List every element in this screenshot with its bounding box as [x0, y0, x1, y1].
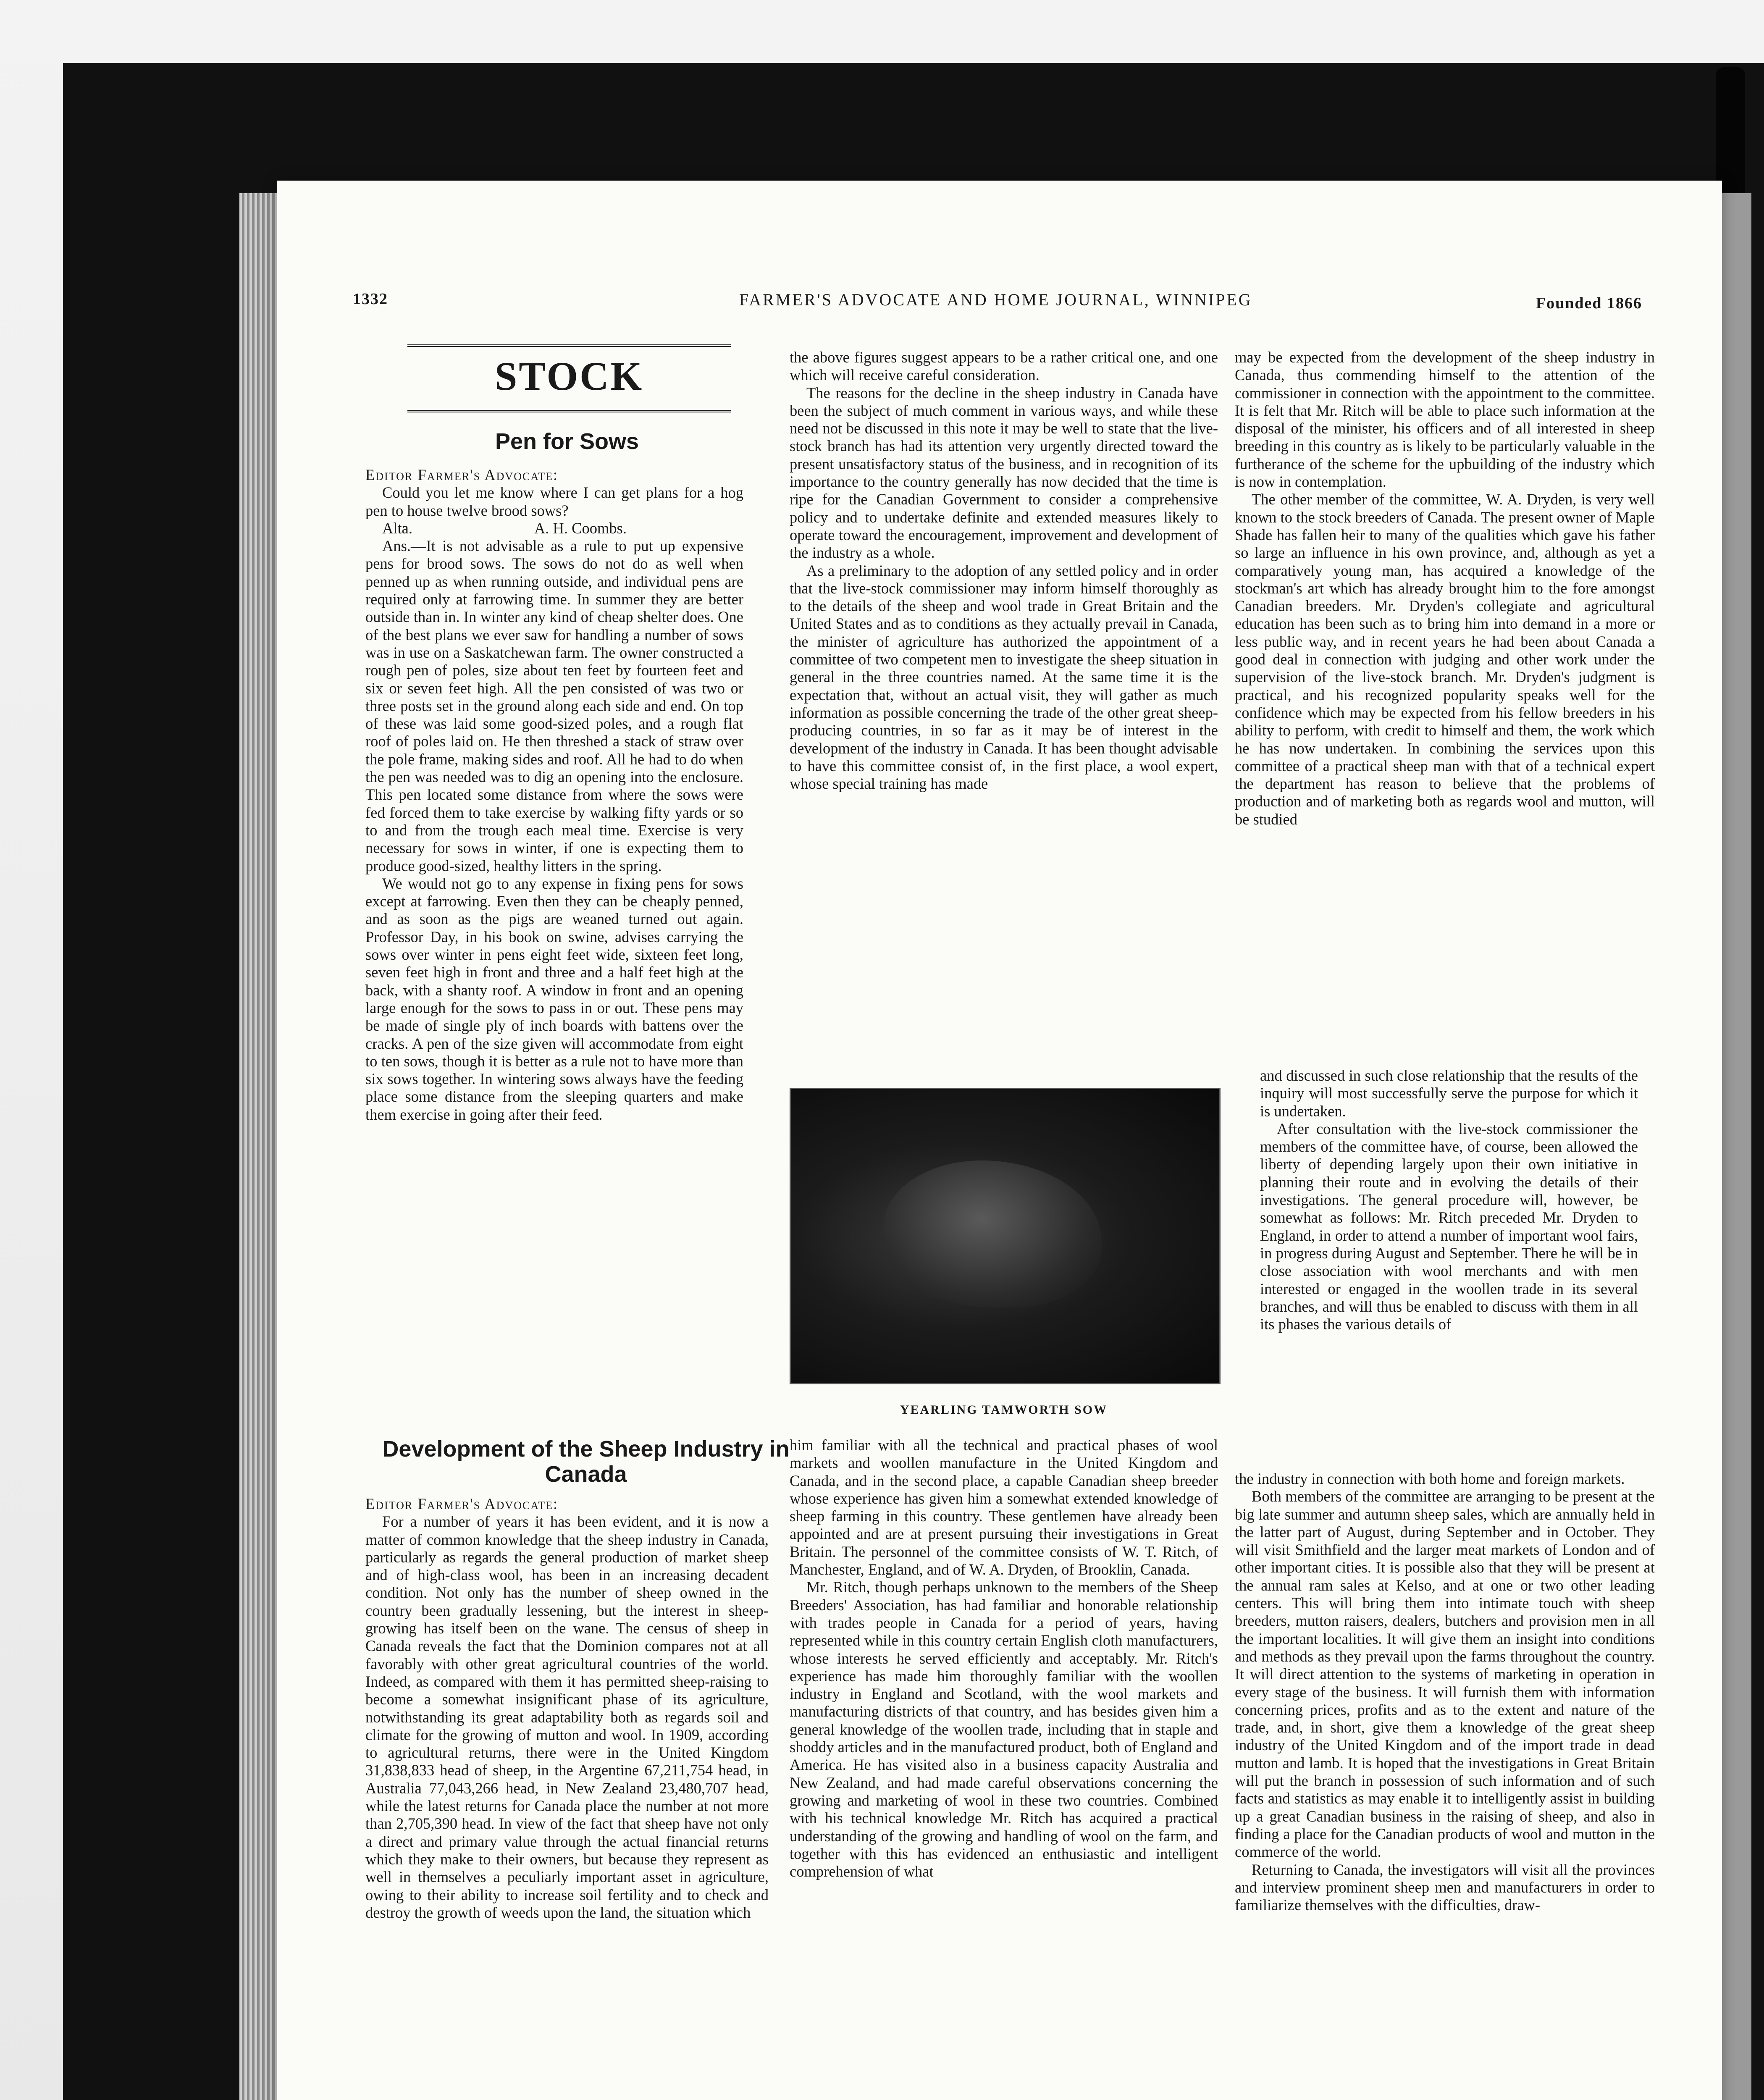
article1-question: Could you let me know where I can get plans for a hog pen to house twelve brood sows? — [365, 484, 743, 519]
article2-paragraph: may be expected from the development of the sheep industry in Canada, thus commending himself to the attention of the commissioner in connection with the appointment to the committee. It is felt that Mr. Ritch will be able to place such information at the disposal of the minister, his officers and of all interested in sheep breeding in this country as is likely to be particularly valuable in the furtherance of the scheme for the upbuilding of the industry which is now in contemplation. — [1235, 349, 1655, 491]
article2-paragraph: Mr. Ritch, though perhaps unknown to the members of the Sheep Breeders' Association, has had familiar and honorable relationship with trades people in Canada for a period of years, having represented while in this country certain English cloth manufacturers, whose interests he served efficiently and acceptably. Mr. Ritch's experience has made him thoroughly familiar with the woollen industry in England and Scotland, with the wool markets and manufacturing districts of that country, and has besides given him a general knowledge of the woollen trade, including that in staple and shoddy articles and in the manufactured product, both of England and America. He has visited also in a business capacity Australia and New Zealand, and had made careful observations concerning the growing and marketing of wool in these two countries. Combined with his technical knowledge Mr. Ritch has acquired a practical understanding of the growing and handling of wool on the farm, and together with this has evidenced an enthusiastic and intelligent comprehension of what — [790, 1578, 1218, 1880]
sow-figure — [883, 1160, 1102, 1307]
article1-paragraph: Ans.—It is not advisable as a rule to put up expensive pens for brood sows. The sows do not do as well when penned up as when running outside, and individual pens are required only at farrowing time. In summer they are better outside than in. In winter any kind of cheap shelter does. One of the best plans we ever saw for handling a number of sows was in use on a Saskatchewan farm. The owner constructed a rough pen of poles, size about ten feet by fourteen feet and six or seven feet high. All the pen consisted of was two or three posts set in the ground along each side and end. On top of these was laid some good-sized poles, and a rough flat roof of poles laid on. He then threshed a stack of straw over the pole frame, making sides and roof. All he had to do when the pen was needed was to dig an opening into the enclosure. This pen located some distance from where the sows were fed forced them to take exercise by walking fifty yards or so to and from the trough each meal time. Exercise is very necessary for sows in winter, if one is expecting them to produce good-sized, healthy litters in the spring. — [365, 537, 743, 874]
article2-paragraph: As a preliminary to the adoption of any settled policy and in order that the live-stock commissioner may inform himself thoroughly as to the details of the sheep and wool trade in Great Britain and the United States and as to conditions as they actually prevail in Canada, the minister of agriculture has authorized the appointment of a committee of two competent men to investigate the sheep situation in general in the three countries named. At the same time it is the expectation that, without an actual visit, they will gather as much information as possible concerning the trade of the other great sheep-producing countries, in so far as it may be of interest in the development of the industry in Canada. It has been thought advisable to have this committee consist of, in the first place, a wool expert, whose special training has made — [790, 562, 1218, 793]
article1-title: Pen for Sows — [495, 429, 639, 454]
article2-paragraph: and discussed in such close relationship that the results of the inquiry will most successfully serve the purpose for which it is undertaken. — [1260, 1067, 1638, 1120]
article2-paragraph: For a number of years it has been evident, and it is now a matter of common knowledge that the sheep industry in Canada, particularly as regards the general production of market sheep and of high-class wool, has been in an increasing decadent condition. Not only has the number of sheep owned in the country been gradually lessening, but the interest in sheep-growing has itself been on the wane. The census of sheep in Canada reveals the fact that the Dominion compares not at all favorably with other great agricultural countries of the world. Indeed, as compared with them it has permitted sheep-raising to become a somewhat insignificant phase of its agriculture, notwithstanding its great adaptability both as regards soil and climate for the growing of mutton and wool. In 1909, according to agricultural returns, there were in the United Kingdom 31,838,833 head of sheep, in the Argentine 67,211,754 head, in Australia 77,043,266 head, in New Zealand 23,480,707 head, while the latest returns for Canada place the number at not more than 2,705,390 head. In view of the fact that sheep have not only a direct and primary value through the actual financial returns which they make to their owners, but because they represent as well in themselves a peculiarly important asset in agriculture, owing to their ability to increase soil fertility and to check and destroy the growth of weeds upon the land, the situation which — [365, 1513, 769, 1921]
article2-paragraph: Returning to Canada, the investigators will visit all the provinces and interview prominent sheep men and manufacturers in order to familiarize themselves with the difficulties, draw- — [1235, 1861, 1655, 1914]
article2-paragraph: The reasons for the decline in the sheep industry in Canada have been the subject of much comment in various ways, and while these need not be discussed in this note it may be well to state that the live-stock branch has had its attention very urgently directed toward the present unsatisfactory status of the business, and in recognition of its importance to the country generally has now decided that the time is ripe for the Canadian Government to consider a comprehensive policy and to undertake definite and extended measures likely to operate toward the encouragement, improvement and development of the industry as a whole. — [790, 384, 1218, 562]
article2-paragraph: the above figures suggest appears to be a rather critical one, and one which will receive careful consideration. — [790, 349, 1218, 384]
article1-editor-line: Editor Farmer's Advocate: — [365, 466, 559, 483]
article2-col1 — [365, 1495, 769, 1922]
photo-yearling-tamworth-sow — [790, 1088, 1221, 1384]
article2-col3-bottom — [1235, 1470, 1655, 1914]
publication-title: FARMER'S ADVOCATE AND HOME JOURNAL, WINNIPEG — [739, 290, 1252, 309]
article2-paragraph: the industry in connection with both home and foreign markets. — [1235, 1470, 1625, 1487]
article2-paragraph: Both members of the committee are arranging to be present at the big late summer and autumn sheep sales, which are annually held in the latter part of August, during September and in October. They will visit Smithfield and the larger meat markets of London and of other important cities. It is possible also that they will be present at the annual ram sales at Kelso, and at one or two other leading centers. This will bring them into intimate touch with sheep breeders, mutton raisers, dealers, butchers and provision men in all the important localities. It will give them an insight into conditions and methods as they prevail upon the farms throughout the country. It will direct attention to the systems of marketing in operation in every stage of the business. It will furnish them with information concerning prices, profits and as to the extent and nature of the trade, and, in short, give them a knowledge of the great sheep industry of the United Kingdom and of the import trade in dead mutton and lamb. It is hoped that the investigations in Great Britain will put the branch in possession of such information and of such facts and statistics as may enable it to intelligently assist in building up a great Canadian business in the raising of sheep, and also in finding a place for the Canadian products of wool and mutton in the commerce of the world. — [1235, 1488, 1655, 1861]
article2-col3-narrow — [1260, 1067, 1638, 1333]
founded-note: Founded 1866 — [1536, 294, 1642, 312]
page-header — [353, 286, 1642, 315]
article2-title: Development of the Sheep Industry in Canada — [382, 1436, 790, 1487]
article1-signature: Alta. A. H. Coombs. — [382, 519, 627, 537]
photo-caption: YEARLING TAMWORTH SOW — [900, 1403, 1108, 1417]
article2-col3-top — [1235, 349, 1655, 828]
article2-paragraph: After consultation with the live-stock commissioner the members of the committee have, of course, been allowed the liberty of depending largely upon their own initiative in planning their route and in evolving the details of their investigations. The general procedure will, however, be somewhat as follows: Mr. Ritch preceded Mr. Dryden to England, in order to attend a number of important wool fairs, in progress during August and September. There he will be in close association with wool merchants and with men interested or engaged in the woollen trade in its several branches, and will thus be enabled to discuss with them in all its phases the various details of — [1260, 1120, 1638, 1333]
article2-paragraph: The other member of the committee, W. A. Dryden, is very well known to the stock breeders of Canada. The present owner of Maple Shade has fallen heir to many of the qualities which gave his father so large an influence in his own province, and, although as yet a comparatively young man, has acquired a knowledge of the stockman's art which has already brought him to the fore amongst Canadian breeders. Mr. Dryden's collegiate and agricultural education has been such as to bring him into demand in a more or less public way, and in recent years he had been about Canada a good deal in connection with judging and other work under the supervision of the live-stock branch. Mr. Dryden's judgment is practical, and his recognized popularity speaks well for the confidence which may be expected from his fellow breeders in his ability to perform, with credit to himself and them, the work which he has now undertaken. In combining the services upon this committee of a practical sheep man with that of a technical expert the department has reason to believe that the problems of production and of marketing both as regards wool and mutton, will be studied — [1235, 491, 1655, 828]
article2-editor-line: Editor Farmer's Advocate: — [365, 1495, 559, 1512]
article1-body — [365, 466, 743, 1124]
article1-paragraph: We would not go to any expense in fixing pens for sows except at farrowing. Even then they can be cheaply penned, and as soon as the pigs are weaned turned out again. Professor Day, in his book on swine, advises carrying the sows over winter in pens eight feet wide, sixteen feet long, seven feet high in front and three and a half feet high at the back, with a shanty roof. A window in front and an opening large enough for the sows to pass in or out. These pens may be made of single ply of inch boards with battens over the cracks. A pen of the size given will accommodate from eight to ten sows, though it is better as a rule not to have more than six sows together. In wintering sows always have the feeding place some distance from the sleeping quarters and make them exercise in going after their feed. — [365, 874, 743, 1123]
page-number: 1332 — [353, 290, 388, 308]
article2-col2-top — [790, 349, 1218, 793]
article2-paragraph: him familiar with all the technical and practical phases of wool markets and woollen manufacture in the United Kingdom and Canada, and in the second place, a capable Canadian sheep breeder whose experience has given him a somewhat extended knowledge of sheep farming in this country. These gentlemen have already been appointed and are at present pursuing their investigations in Great Britain. The personnel of the committee consists of W. T. Ritch, of Manchester, England, and of W. A. Dryden, of Brooklin, Canada. — [790, 1436, 1218, 1578]
section-heading-box — [407, 344, 731, 412]
article2-col2-bottom — [790, 1436, 1218, 1880]
section-title: STOCK — [494, 354, 644, 399]
